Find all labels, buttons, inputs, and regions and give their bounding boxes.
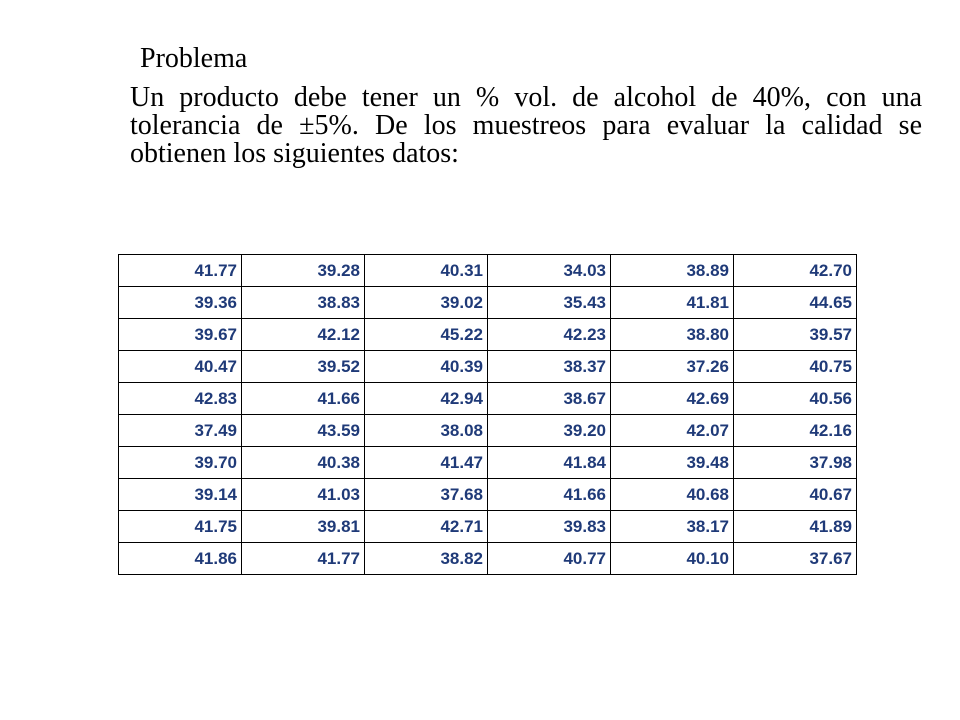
table-cell: 40.39 bbox=[365, 351, 488, 383]
table-cell: 34.03 bbox=[488, 255, 611, 287]
table-cell: 40.47 bbox=[119, 351, 242, 383]
table-cell: 39.20 bbox=[488, 415, 611, 447]
table-cell: 41.81 bbox=[611, 287, 734, 319]
table-cell: 39.02 bbox=[365, 287, 488, 319]
table-cell: 40.68 bbox=[611, 479, 734, 511]
table-cell: 38.67 bbox=[488, 383, 611, 415]
table-cell: 37.26 bbox=[611, 351, 734, 383]
table-cell: 39.83 bbox=[488, 511, 611, 543]
table-cell: 39.14 bbox=[119, 479, 242, 511]
table-cell: 41.03 bbox=[242, 479, 365, 511]
table-cell: 44.65 bbox=[734, 287, 857, 319]
table-cell: 42.71 bbox=[365, 511, 488, 543]
table-cell: 41.75 bbox=[119, 511, 242, 543]
table-cell: 38.17 bbox=[611, 511, 734, 543]
table-cell: 40.67 bbox=[734, 479, 857, 511]
table-cell: 40.10 bbox=[611, 543, 734, 575]
table-cell: 39.67 bbox=[119, 319, 242, 351]
table-row bbox=[119, 447, 857, 479]
table-cell: 41.77 bbox=[242, 543, 365, 575]
table-cell: 42.69 bbox=[611, 383, 734, 415]
table-cell: 41.89 bbox=[734, 511, 857, 543]
table-cell: 39.52 bbox=[242, 351, 365, 383]
table-row bbox=[119, 479, 857, 511]
table-row bbox=[119, 383, 857, 415]
sample-data-table bbox=[118, 254, 857, 575]
table-cell: 39.81 bbox=[242, 511, 365, 543]
table-cell: 40.77 bbox=[488, 543, 611, 575]
table-cell: 41.86 bbox=[119, 543, 242, 575]
table-row bbox=[119, 511, 857, 543]
table-row bbox=[119, 255, 857, 287]
problem-statement: Un producto debe tener un % vol. de alcohol de 40%, con una tolerancia de ±5%. De los muestreos para evaluar la calidad se obtienen los siguientes datos: bbox=[130, 82, 922, 169]
table-cell: 37.49 bbox=[119, 415, 242, 447]
table-cell: 40.75 bbox=[734, 351, 857, 383]
table-cell: 42.12 bbox=[242, 319, 365, 351]
table-row bbox=[119, 319, 857, 351]
table-cell: 42.16 bbox=[734, 415, 857, 447]
table-cell: 39.57 bbox=[734, 319, 857, 351]
table-body bbox=[119, 255, 857, 575]
table-row bbox=[119, 415, 857, 447]
table-row bbox=[119, 287, 857, 319]
table-cell: 39.70 bbox=[119, 447, 242, 479]
table-cell: 39.48 bbox=[611, 447, 734, 479]
table-row bbox=[119, 351, 857, 383]
table-cell: 38.83 bbox=[242, 287, 365, 319]
table-row bbox=[119, 543, 857, 575]
table-cell: 38.82 bbox=[365, 543, 488, 575]
table-cell: 39.36 bbox=[119, 287, 242, 319]
table-cell: 35.43 bbox=[488, 287, 611, 319]
table-cell: 42.94 bbox=[365, 383, 488, 415]
table-cell: 41.66 bbox=[488, 479, 611, 511]
table-cell: 39.28 bbox=[242, 255, 365, 287]
table-cell: 42.70 bbox=[734, 255, 857, 287]
table-cell: 40.31 bbox=[365, 255, 488, 287]
table-cell: 38.37 bbox=[488, 351, 611, 383]
table-cell: 45.22 bbox=[365, 319, 488, 351]
table-cell: 41.47 bbox=[365, 447, 488, 479]
table-cell: 40.56 bbox=[734, 383, 857, 415]
table-cell: 38.89 bbox=[611, 255, 734, 287]
table-cell: 43.59 bbox=[242, 415, 365, 447]
table-cell: 41.84 bbox=[488, 447, 611, 479]
table-cell: 42.83 bbox=[119, 383, 242, 415]
table-cell: 41.77 bbox=[119, 255, 242, 287]
table-cell: 38.80 bbox=[611, 319, 734, 351]
table-cell: 42.23 bbox=[488, 319, 611, 351]
table-cell: 38.08 bbox=[365, 415, 488, 447]
table-cell: 42.07 bbox=[611, 415, 734, 447]
table-cell: 40.38 bbox=[242, 447, 365, 479]
slide-title: Problema bbox=[140, 43, 248, 74]
table-cell: 37.67 bbox=[734, 543, 857, 575]
table-cell: 37.98 bbox=[734, 447, 857, 479]
table-cell: 37.68 bbox=[365, 479, 488, 511]
table-cell: 41.66 bbox=[242, 383, 365, 415]
